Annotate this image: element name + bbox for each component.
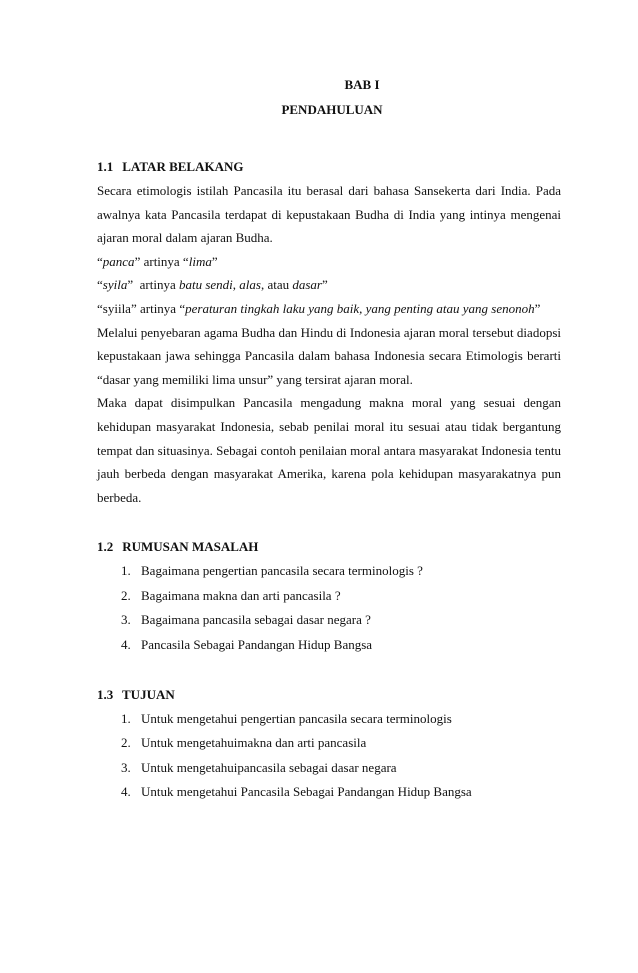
list-item: 3. Bagaimana pancasila sebagai dasar negara ? — [121, 612, 371, 628]
paragraph-penyebaran: Melalui penyebaran agama Budha dan Hindu di Indonesia ajaran moral tersebut diadopsi kepustakaan jawa sehingga Pancasila dalam bahasa Indonesia secara Etimologis berarti “dasar yang memiliki lima unsur” yang tersirat ajaran moral. — [97, 324, 561, 387]
meaning: peraturan tingkah laku yang baik, yang penting atau yang senonoh — [185, 300, 535, 316]
meaning: alas — [239, 277, 261, 293]
chapter-label: BAB I — [344, 77, 380, 92]
list-item: 4. Pancasila Sebagai Pandangan Hidup Bangsa — [121, 636, 373, 652]
rumusan-list — [97, 559, 561, 657]
meaning: lima — [188, 253, 212, 269]
section-heading-tujuan — [97, 683, 561, 707]
term: syila — [102, 277, 128, 293]
document-page — [97, 72, 561, 805]
section-number: 1.1 — [97, 159, 114, 174]
section-title: LATAR BELAKANG — [122, 159, 244, 174]
term: syiila — [102, 300, 131, 316]
term: panca — [102, 253, 135, 269]
definition-panca: “panca” artinya “lima” — [97, 253, 218, 269]
tujuan-list — [97, 707, 561, 805]
list-item: 4. Untuk mengetahui Pancasila Sebagai Pandangan Hidup Bangsa — [121, 784, 472, 800]
meaning: batu sendi — [178, 277, 233, 293]
list-item: 1. Untuk mengetahui pengertian pancasila secara terminologis — [121, 710, 452, 726]
definition-syila: “syila” artinya batu sendi, alas, atau dasar” — [97, 277, 328, 293]
paragraph-etimologi: Secara etimologis istilah Pancasila itu berasal dari bahasa Sansekerta dari India. Pada awalnya kata Pancasila terdapat di kepustakaan Budha di India yang intinya mengenai ajaran moral dalam ajaran Budha. — [97, 183, 561, 246]
list-item: 2. Untuk mengetahuimakna dan arti pancasila — [121, 735, 367, 751]
paragraph-kesimpulan: Maka dapat disimpulkan Pancasila mengadung makna moral yang sesuai dengan kehidupan masyarakat Indonesia, sebab penilai moral itu sesuai atau tidak bergantung tempat dan situasinya. Sebagai contoh penilaian moral antara masyarakat Indonesia tentu jauh berbeda dengan masyarakat Amerika, karena pola kehidupan masyarakatnya pun berbeda. — [97, 395, 561, 505]
list-item: 3. Untuk mengetahuipancasila sebagai dasar negara — [121, 759, 397, 775]
list-item: 1. Bagaimana pengertian pancasila secara terminologis ? — [121, 563, 423, 579]
meaning: dasar — [292, 277, 322, 293]
section-heading-rumusan-masalah — [97, 535, 561, 559]
section-heading-latar-belakang — [97, 155, 561, 179]
chapter-title: PENDAHULUAN — [281, 102, 383, 117]
list-item: 2. Bagaimana makna dan arti pancasila ? — [121, 587, 341, 603]
section-title: RUMUSAN MASALAH — [122, 539, 259, 555]
section-number: 1.2 — [97, 539, 114, 555]
definition-syiila: “syiila” artinya “peraturan tingkah laku yang baik, yang penting atau yang senonoh” — [97, 300, 541, 316]
section-number: 1.3 — [97, 686, 114, 702]
section-title: TUJUAN — [122, 686, 175, 702]
